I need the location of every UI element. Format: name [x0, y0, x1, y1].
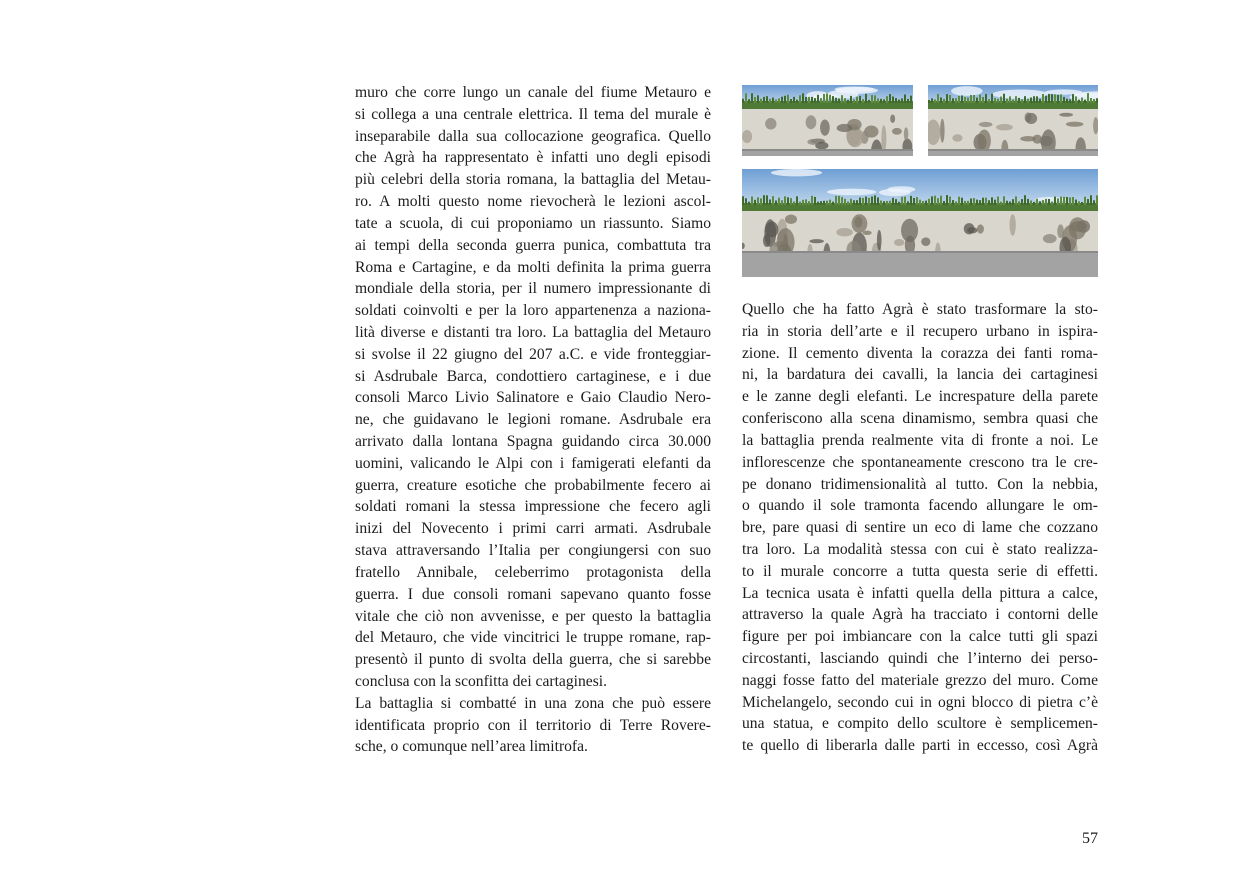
right-text-column [742, 299, 1098, 757]
text-line: una statua, e compito dello scultore è semplicemen- [742, 715, 1098, 733]
text-line: La tecnica usata è infatti quella della pittura a calce, [742, 584, 1098, 602]
text-line: e le zanne degli elefanti. Le increspature della parete [742, 388, 1098, 406]
text-line: tra loro. La modalità stessa con cui è stato realizza- [742, 540, 1098, 558]
text-line: inflorescenze che spontaneamente crescono tra le cre- [742, 453, 1098, 471]
text-line: Michelangelo, secondo cui in ogni blocco di pietra c’è [742, 693, 1098, 711]
text-line: La battaglia si combatté in una zona che può essere [355, 694, 711, 712]
left-text-column [355, 82, 711, 758]
text-line: del Metauro, che vide vincitrici le truppe romane, rap- [355, 629, 711, 647]
text-line: ai tempi della seconda guerra punica, combattuta tra [355, 236, 711, 254]
text-line: naggi fosse fatto del materiale grezzo del muro. Come [742, 671, 1098, 689]
text-line: ria in storia dell’arte e il recupero urbano in ispira- [742, 322, 1098, 340]
mural-photo-panorama [742, 169, 1098, 277]
text-line: sche, o comunque nell’area limitrofa. [355, 738, 588, 756]
text-line: conclusa con la sconfitta dei cartaginesi. [355, 672, 607, 690]
text-line: che Agrà ha rappresentato è infatti uno degli episodi [355, 149, 711, 167]
text-line: soldati coinvolti e per la loro appartenenza a naziona- [355, 302, 711, 320]
mural-image [742, 85, 913, 156]
text-line: si collega a una centrale elettrica. Il tema del murale è [355, 105, 711, 123]
text-line: mondiale della storia, per il numero impressionante di [355, 280, 711, 298]
text-line: Roma e Cartagine, e da molti definita la prima guerra [355, 258, 711, 276]
mural-image [928, 85, 1098, 156]
text-line: o quando il sole tramonta facendo allungare le om- [742, 497, 1098, 515]
text-line: uomini, valicando le Alpi con i famigerati elefanti da [355, 454, 711, 472]
text-line: to il murale concorre a tutta questa serie di effetti. [742, 562, 1098, 580]
text-line: figure per poi imbiancare con la calce tutti gli spazi [742, 628, 1098, 646]
mural-photo-top-right [928, 85, 1098, 156]
text-line: tate a scuola, di cui proponiamo un riassunto. Siamo [355, 214, 711, 232]
text-line: presentò il punto di svolta della guerra, che si sarebbe [355, 651, 711, 669]
text-line: identificata proprio con il territorio di Terre Rovere- [355, 716, 711, 734]
text-line: attraverso la quale Agrà ha tracciato i contorni delle [742, 606, 1098, 624]
text-line: muro che corre lungo un canale del fiume Metauro e [355, 84, 711, 101]
text-line: ro. A molti questo nome rievocherà le lezioni ascol- [355, 193, 711, 211]
text-line: più celebri della storia romana, la battaglia del Metau- [355, 171, 711, 189]
text-line: circostanti, lasciando quindi che l’interno dei perso- [742, 650, 1098, 667]
text-line: si svolse il 22 giugno del 207 a.C. e vide fronteggiar- [355, 345, 711, 363]
page-number: 57 [1082, 830, 1098, 847]
text-line: bre, pare quasi di sentire un eco di lame che cozzano [742, 519, 1098, 537]
text-line: arrivato dalla lontana Spagna guidando circa 30.000 [355, 433, 711, 450]
text-line: consoli Marco Livio Salinatore e Gaio Claudio Nero- [355, 389, 711, 407]
text-line: fratello Annibale, celeberrimo protagonista della [355, 563, 711, 581]
text-line: vitale che ciò non avvenisse, e per questo la battaglia [355, 607, 711, 625]
text-line: inseparabile dalla sua collocazione geografica. Quello [355, 127, 711, 145]
text-line: si Asdrubale Barca, condottiero cartaginese, e i due [355, 367, 711, 385]
text-line: lità diverse e distanti tra loro. La battaglia del Metauro [355, 323, 711, 341]
text-line: la battaglia prenda realmente vita di fronte a noi. Le [742, 431, 1098, 449]
text-line: Quello che ha fatto Agrà è stato trasformare la sto- [742, 301, 1098, 318]
text-line: ne, che guidavano le legioni romane. Asdrubale era [355, 411, 711, 429]
text-line: inizi del Novecento i primi carri armati. Asdrubale [355, 520, 711, 538]
mural-image [742, 169, 1098, 277]
text-line: stava attraversando l’Italia per congiungersi con suo [355, 542, 711, 560]
text-line: zione. Il cemento diventa la corazza dei fanti roma- [742, 344, 1098, 362]
text-line: guerra. I due consoli romani sapevano quanto fosse [355, 585, 711, 603]
text-line: conferiscono alla scena dinamismo, sembra quasi che [742, 410, 1098, 428]
text-line: guerra, creature esotiche che probabilmente fecero ai [355, 476, 711, 494]
text-line: ni, la bardatura dei cavalli, la lancia dei cartaginesi [742, 366, 1098, 384]
text-line: pe donano tridimensionalità al tutto. Con la nebbia, [742, 475, 1098, 493]
text-line: te quello di liberarla dalle parti in eccesso, così Agrà [742, 737, 1098, 755]
text-line: soldati romani la stessa impressione che fecero agli [355, 498, 711, 516]
mural-photo-top-left [742, 85, 913, 156]
